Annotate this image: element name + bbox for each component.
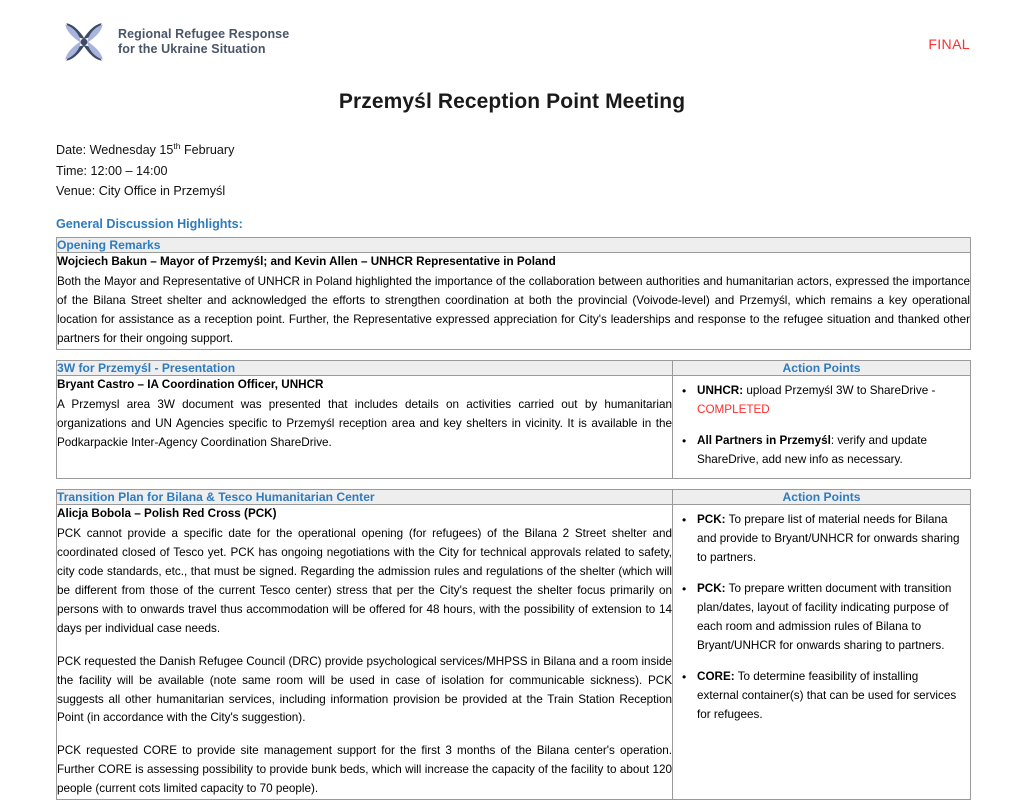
general-discussion-heading: General Discussion Highlights: <box>56 217 243 232</box>
paragraph: PCK cannot provide a specific date for the operational opening (for refugees) of the Bilana 2 Street shelter and coordinated closed of Tesco yet. PCK has ongoing negotiations with the City for technical approvals related to safety, city code standards, etc., that must be signed. Regarding the admission rules and regulations of the shelter (which will be different from those of the current Tesco center) stress that per the City's request the shelter focus primarily on persons with to onwards travel thus accommodation will be offered for 48 hours, with the possibility of extension to 14 days per individual case needs. <box>57 526 672 635</box>
action-text: To prepare written document with transition plan/dates, layout of facility indicating purpose of each room and admission rules of Bilana to Bryant/UNHCR for onwards sharing to partners. <box>697 581 952 652</box>
paragraph: Both the Mayor and Representative of UNHCR in Poland highlighted the importance of the collaboration between authorities and humanitarian actors, expressed the importance of the Bilana Street shelter and acknowledged the efforts to strengthen coordination at both the provincial (Voivode-level) and Przemyśl, which remains a key operational location for assistance as a reception point. Further, the Representative expressed appreciation for City's leaderships and response to the refugee situation and thanked other partners for their ongoing support. <box>57 275 970 346</box>
action-text: To prepare list of material needs for Bilana and provide to Bryant/UNHCR for onwards sharing to partners. <box>697 512 960 564</box>
action-owner: CORE: <box>697 669 735 683</box>
document-header <box>0 0 1024 76</box>
rrr-x-logo-icon <box>58 16 110 68</box>
section-title-3w: 3W for Przemyśl - Presentation <box>57 361 673 376</box>
section-body-row <box>57 376 971 479</box>
action-points-title-transition: Action Points <box>673 489 971 504</box>
action-point-item <box>697 432 962 470</box>
section-table-transition-plan <box>56 489 971 800</box>
status-badge: FINAL <box>928 36 970 52</box>
logo-line-2: for the Ukraine Situation <box>118 42 266 56</box>
action-owner: PCK: <box>697 581 726 595</box>
date-ordinal-suffix: th <box>173 141 181 151</box>
action-point-item <box>697 382 962 420</box>
organization-logo <box>58 16 289 68</box>
section-body-3w <box>57 376 673 479</box>
action-point-item <box>697 580 962 656</box>
action-points-title-3w: Action Points <box>673 361 971 376</box>
action-text: upload Przemyśl 3W to ShareDrive - <box>743 384 936 398</box>
speaker-line: Bryant Castro – IA Coordination Officer, UNHCR <box>57 378 324 392</box>
action-point-item <box>697 511 962 568</box>
section-body-transition-plan <box>57 504 673 799</box>
action-text: : verify and update ShareDrive, add new info as necessary. <box>697 434 927 466</box>
paragraph: PCK requested CORE to provide site management support for the first 3 months of the Bilana center's operation. Further CORE is assessing possibility to provide bunk beds, which will increase the capacity of the facility to about 120 people (current cots limited capacity to 70 people). <box>57 744 672 796</box>
meeting-time: Time: 12:00 – 14:00 <box>56 163 168 178</box>
section-header-row <box>57 489 971 504</box>
action-owner: PCK: <box>697 512 726 526</box>
logo-wordmark <box>118 27 289 58</box>
paragraph: PCK requested the Danish Refugee Council (DRC) provide psychological services/MHPSS in Bilana and a room inside the facility will be available (note same room will be used in case of isolation for communicable sickness). PCK suggests all other humanitarian services, including information provision be provided at the Train Station Reception Point (in accordance with the City's suggestion). <box>57 654 672 725</box>
section-body-row <box>57 504 971 799</box>
section-table-opening-remarks <box>56 237 971 350</box>
logo-line-1: Regional Refugee Response <box>118 26 290 41</box>
action-points-cell-3w <box>673 376 971 479</box>
section-body-opening-remarks <box>57 253 971 350</box>
action-owner: All Partners in Przemyśl <box>697 434 831 448</box>
section-header-row <box>57 238 971 253</box>
section-table-3w-presentation <box>56 360 971 479</box>
meeting-month: February <box>180 143 235 158</box>
sections-container <box>0 237 1024 800</box>
action-points-list <box>673 376 970 478</box>
speaker-line: Alicja Bobola – Polish Red Cross (PCK) <box>57 506 277 520</box>
speaker-line: Wojciech Bakun – Mayor of Przemyśl; and Kevin Allen – UNHCR Representative in Poland <box>57 255 556 269</box>
meeting-details <box>56 140 1024 201</box>
meeting-venue: Venue: City Office in Przemyśl <box>56 183 226 198</box>
action-status: COMPLETED <box>697 403 770 417</box>
action-points-list <box>673 505 970 733</box>
paragraph: A Przemysl area 3W document was presented that includes details on activities carried out by humanitarian organizations and UN Agencies specific to Przemyśl reception area and key shelters in vicinity. It is available in the Podkarpackie Inter-Agency Coordination ShareDrive. <box>57 398 672 449</box>
action-point-item <box>697 668 962 725</box>
table-spacer-2 <box>56 479 970 489</box>
meeting-date-text: Date: Wednesday 15 <box>56 143 174 158</box>
section-title-transition-plan: Transition Plan for Bilana & Tesco Humanitarian Center <box>57 489 673 504</box>
page-title: Przemyśl Reception Point Meeting <box>338 90 686 113</box>
section-header-row <box>57 361 971 376</box>
meeting-date <box>56 140 1024 161</box>
section-title-opening-remarks: Opening Remarks <box>57 238 971 253</box>
action-points-cell-transition <box>673 504 971 799</box>
table-spacer-1 <box>56 350 970 360</box>
action-text: To determine feasibility of installing external container(s) that can be used for services for refugees. <box>697 669 957 721</box>
action-owner: UNHCR: <box>697 384 744 398</box>
section-body-row <box>57 253 971 350</box>
